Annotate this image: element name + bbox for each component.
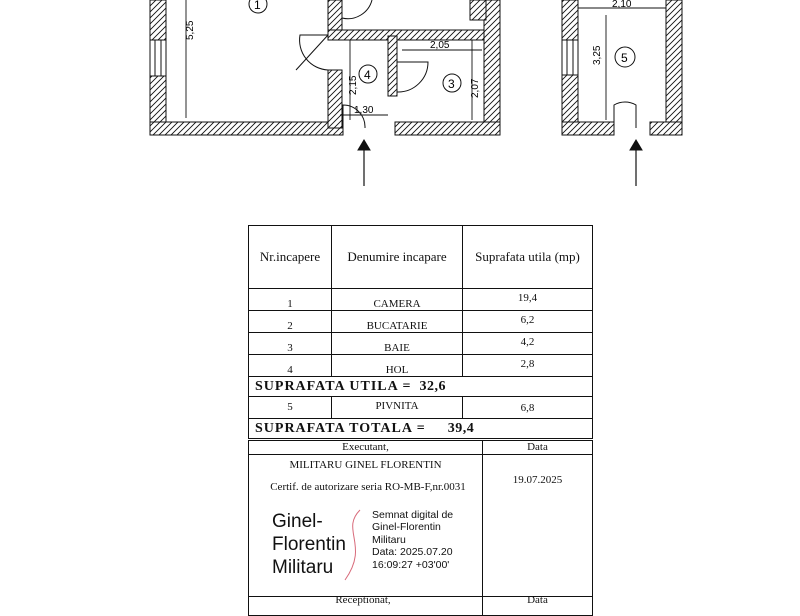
row-nr: 3 — [249, 333, 332, 355]
certificate-text: Certif. de autorizare seria RO-MB-F,nr.0031 — [270, 481, 466, 493]
signature-swash — [335, 505, 375, 585]
date-bottom-label: Data — [527, 594, 548, 606]
table-row — [249, 311, 593, 333]
table-row — [249, 355, 593, 377]
header-area: Suprafata utila (mp) — [463, 226, 593, 289]
cellar-walls — [562, 0, 682, 135]
dim-room5-height: 3,25 — [592, 45, 603, 65]
row-name: PIVNITA — [332, 397, 463, 419]
dim-room4-width: 1,30 — [354, 105, 374, 116]
door-cellar — [614, 102, 636, 128]
table-row-cellar — [249, 397, 593, 419]
date-label: Data — [527, 441, 548, 453]
row-nr: 5 — [249, 397, 332, 419]
surface-table — [248, 225, 593, 439]
row-nr: 1 — [249, 289, 332, 311]
door-room-3 — [397, 62, 428, 92]
receptionat-label: Receptionat, — [335, 594, 391, 606]
dim-room3-height: 2,07 — [470, 78, 481, 98]
total-usable-value: 32,6 — [419, 378, 446, 394]
row-nr: 2 — [249, 311, 332, 333]
table-row — [249, 289, 593, 311]
total-surface-label: SUPRAFATA TOTALA = — [255, 420, 426, 436]
room-number-3: 3 — [448, 77, 455, 91]
dim-room4-height: 2,15 — [348, 75, 359, 95]
row-area: 4,2 — [463, 333, 593, 355]
row-name: CAMERA — [332, 289, 463, 311]
header-name: Denumire incapare — [332, 226, 463, 289]
total-usable-row — [249, 377, 593, 397]
dim-room1-height: 5,25 — [185, 20, 196, 40]
room-number-1: 1 — [254, 0, 261, 12]
row-name: BAIE — [332, 333, 463, 355]
total-surface-value: 39,4 — [447, 420, 475, 436]
row-name: BUCATARIE — [332, 311, 463, 333]
table-header-row — [249, 226, 593, 289]
signer-name: Ginel- Florentin Militaru — [272, 511, 346, 578]
floor-plan — [0, 0, 800, 200]
table-row — [249, 333, 593, 355]
total-usable-label: SUPRAFATA UTILA = — [255, 378, 412, 394]
room-number-5: 5 — [621, 51, 628, 65]
digital-signature-text: Semnat digital de Ginel-Florentin Militaru Data: 2025.07.20 16:09:27 +03'00' — [372, 509, 454, 571]
entrance-arrow-cellar — [630, 140, 642, 186]
window-room-1 — [150, 40, 166, 76]
row-area: 19,4 — [463, 289, 593, 311]
dim-room5-width: 2,10 — [612, 0, 632, 10]
main-building-walls — [150, 0, 500, 135]
date-value: 19.07.2025 — [512, 474, 563, 486]
executant-label: Executant, — [342, 441, 389, 453]
dim-room3-width: 2,05 — [430, 40, 450, 51]
row-area: 2,8 — [463, 355, 593, 377]
header-nr: Nr.incapere — [249, 226, 332, 289]
room-number-4: 4 — [364, 68, 371, 82]
total-surface-row — [249, 419, 593, 439]
row-area: 6,8 — [463, 397, 593, 419]
row-name: HOL — [332, 355, 463, 377]
door-room-2 — [342, 0, 372, 19]
row-nr: 4 — [249, 355, 332, 377]
row-area: 6,2 — [463, 311, 593, 333]
entrance-arrow-main — [358, 140, 370, 186]
executant-name: MILITARU GINEL FLORENTIN — [289, 459, 442, 471]
